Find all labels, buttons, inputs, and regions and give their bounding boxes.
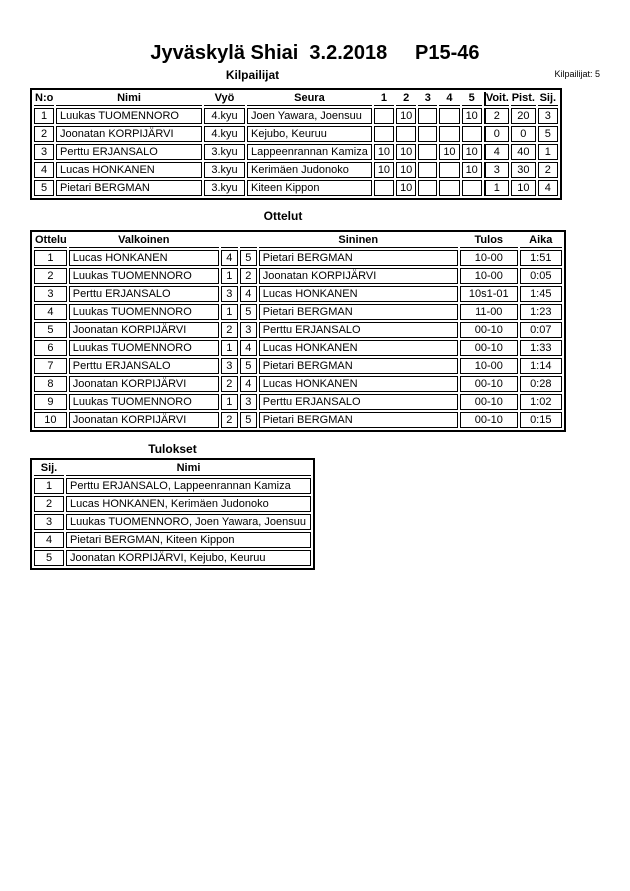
- matches-section-title: Ottelut: [263, 209, 303, 223]
- col-header-voit: Voit.: [485, 92, 509, 104]
- cell-score-4: [439, 162, 459, 178]
- cell-result: 00-10: [460, 376, 518, 392]
- cell-time: 0:05: [520, 268, 562, 284]
- cell-wins: 2: [484, 108, 509, 124]
- cell-white-name: Joonatan KORPIJÄRVI: [69, 322, 219, 338]
- cell-score-3: [418, 126, 437, 142]
- cell-match-no: 2: [34, 268, 67, 284]
- cell-score-4: [439, 180, 459, 196]
- cell-result: 10-00: [460, 268, 518, 284]
- cell-name-club: Lucas HONKANEN, Kerimäen Judonoko: [66, 496, 311, 512]
- table-row: [34, 412, 562, 428]
- results-table: [30, 458, 315, 570]
- cell-name: Lucas HONKANEN: [56, 162, 202, 178]
- cell-score-5: 10: [462, 162, 482, 178]
- table-row: [34, 322, 562, 338]
- cell-belt: 3.kyu: [204, 180, 245, 196]
- cell-white-no: 1: [221, 268, 238, 284]
- cell-points: 30: [511, 162, 536, 178]
- col-header-nimi: Nimi: [56, 92, 202, 106]
- cell-white-no: 2: [221, 412, 238, 428]
- competitors-header-row: [34, 92, 558, 106]
- table-row: [34, 550, 311, 566]
- col-header-match-1: 1: [374, 92, 394, 106]
- table-row: [34, 514, 311, 530]
- cell-name: Pietari BERGMAN: [56, 180, 202, 196]
- table-row: [34, 376, 562, 392]
- col-header-sininen: Sininen: [259, 234, 458, 248]
- col-header-valkoinen: Valkoinen: [69, 234, 219, 248]
- cell-result: 00-10: [460, 340, 518, 356]
- table-row: [34, 180, 558, 196]
- cell-match-no: 4: [34, 304, 67, 320]
- cell-blue-name: Joonatan KORPIJÄRVI: [259, 268, 458, 284]
- cell-match-no: 9: [34, 394, 67, 410]
- cell-blue-no: 3: [240, 322, 257, 338]
- cell-white-name: Luukas TUOMENNORO: [69, 394, 219, 410]
- cell-blue-name: Pietari BERGMAN: [259, 304, 458, 320]
- cell-place: 2: [538, 162, 558, 178]
- cell-score-1: [374, 180, 394, 196]
- cell-blue-name: Lucas HONKANEN: [259, 286, 458, 302]
- cell-name: Perttu ERJANSALO: [56, 144, 202, 160]
- cell-match-no: 5: [34, 322, 67, 338]
- col-header-seura: Seura: [247, 92, 372, 106]
- cell-club: Joen Yawara, Joensuu: [247, 108, 372, 124]
- cell-score-4: [439, 108, 459, 124]
- cell-points: 40: [511, 144, 536, 160]
- cell-name-club: Luukas TUOMENNORO, Joen Yawara, Joensuu: [66, 514, 311, 530]
- page-title: Jyväskylä Shiai 3.2.2018 P15-46: [150, 42, 480, 64]
- cell-white-name: Lucas HONKANEN: [69, 250, 219, 266]
- col-header-pist: Pist.: [511, 92, 535, 104]
- cell-name: Joonatan KORPIJÄRVI: [56, 126, 202, 142]
- cell-result: 00-10: [460, 322, 518, 338]
- cell-white-name: Joonatan KORPIJÄRVI: [69, 376, 219, 392]
- table-row: [34, 304, 562, 320]
- cell-blue-name: Lucas HONKANEN: [259, 340, 458, 356]
- cell-place: 4: [34, 532, 64, 548]
- col-header-match-3: 3: [418, 92, 437, 106]
- cell-result: 11-00: [460, 304, 518, 320]
- cell-score-2: 10: [396, 108, 416, 124]
- col-header-nimi: Nimi: [66, 462, 311, 476]
- col-header-aika: Aika: [520, 234, 562, 248]
- cell-no: 1: [34, 108, 54, 124]
- cell-points: 10: [511, 180, 536, 196]
- cell-result: 10-00: [460, 358, 518, 374]
- cell-match-no: 6: [34, 340, 67, 356]
- cell-blue-name: Perttu ERJANSALO: [259, 394, 458, 410]
- cell-blue-no: 4: [240, 286, 257, 302]
- table-row: [34, 126, 558, 142]
- cell-score-1: [374, 108, 394, 124]
- cell-blue-no: 3: [240, 394, 257, 410]
- competitors-section-title: Kilpailijat: [225, 68, 280, 82]
- cell-wins: 4: [484, 144, 509, 160]
- cell-belt: 4.kyu: [204, 108, 245, 124]
- cell-white-name: Luukas TUOMENNORO: [69, 304, 219, 320]
- cell-match-no: 1: [34, 250, 67, 266]
- cell-white-name: Perttu ERJANSALO: [69, 286, 219, 302]
- table-row: [34, 286, 562, 302]
- cell-place: 1: [34, 478, 64, 494]
- col-header-tulos: Tulos: [460, 234, 518, 248]
- col-header-match-2: 2: [396, 92, 416, 106]
- cell-no: 3: [34, 144, 54, 160]
- cell-belt: 3.kyu: [204, 162, 245, 178]
- cell-white-no: 1: [221, 340, 238, 356]
- cell-blue-name: Pietari BERGMAN: [259, 250, 458, 266]
- cell-blue-no: 4: [240, 376, 257, 392]
- matches-table: [30, 230, 566, 432]
- cell-blue-name: Pietari BERGMAN: [259, 412, 458, 428]
- cell-score-2: 10: [396, 144, 416, 160]
- cell-white-no: 3: [221, 286, 238, 302]
- cell-white-name: Joonatan KORPIJÄRVI: [69, 412, 219, 428]
- cell-club: Kerimäen Judonoko: [247, 162, 372, 178]
- cell-score-3: [418, 108, 437, 124]
- col-header-sij: Sij.: [539, 92, 557, 104]
- cell-white-no: 3: [221, 358, 238, 374]
- cell-score-1: 10: [374, 144, 394, 160]
- cell-time: 0:28: [520, 376, 562, 392]
- cell-name-club: Perttu ERJANSALO, Lappeenrannan Kamiza: [66, 478, 311, 494]
- cell-score-2: 10: [396, 180, 416, 196]
- col-header-spacer: [240, 234, 257, 248]
- col-header-sij: Sij.: [34, 462, 64, 476]
- cell-white-no: 1: [221, 394, 238, 410]
- cell-result: 10s1-01: [460, 286, 518, 302]
- cell-match-no: 10: [34, 412, 67, 428]
- cell-blue-name: Perttu ERJANSALO: [259, 322, 458, 338]
- table-row: [34, 268, 562, 284]
- table-row: [34, 478, 311, 494]
- cell-score-1: 10: [374, 162, 394, 178]
- table-row: [34, 250, 562, 266]
- cell-score-5: [462, 180, 482, 196]
- competitors-table: [30, 88, 562, 200]
- cell-score-2: 10: [396, 162, 416, 178]
- cell-place: 2: [34, 496, 64, 512]
- cell-white-name: Luukas TUOMENNORO: [69, 268, 219, 284]
- cell-white-name: Luukas TUOMENNORO: [69, 340, 219, 356]
- cell-score-1: [374, 126, 394, 142]
- cell-club: Kejubo, Keuruu: [247, 126, 372, 142]
- cell-blue-name: Lucas HONKANEN: [259, 376, 458, 392]
- cell-score-3: [418, 162, 437, 178]
- table-row: [34, 394, 562, 410]
- cell-result: 10-00: [460, 250, 518, 266]
- cell-white-name: Perttu ERJANSALO: [69, 358, 219, 374]
- competitors-count-label: Kilpailijat: 5: [554, 69, 600, 79]
- cell-no: 5: [34, 180, 54, 196]
- cell-place: 1: [538, 144, 558, 160]
- cell-club: Lappeenrannan Kamiza: [247, 144, 372, 160]
- cell-name-club: Pietari BERGMAN, Kiteen Kippon: [66, 532, 311, 548]
- cell-time: 1:23: [520, 304, 562, 320]
- cell-name: Luukas TUOMENNORO: [56, 108, 202, 124]
- cell-blue-name: Pietari BERGMAN: [259, 358, 458, 374]
- cell-belt: 4.kyu: [204, 126, 245, 142]
- cell-time: 1:51: [520, 250, 562, 266]
- cell-time: 1:14: [520, 358, 562, 374]
- table-row: [34, 162, 558, 178]
- cell-white-no: 1: [221, 304, 238, 320]
- cell-match-no: 3: [34, 286, 67, 302]
- cell-wins: 3: [484, 162, 509, 178]
- col-header-no: N:o: [35, 92, 54, 104]
- cell-score-5: [462, 126, 482, 142]
- table-row: [34, 108, 558, 124]
- cell-score-4: [439, 126, 459, 142]
- cell-score-2: [396, 126, 416, 142]
- cell-white-no: 4: [221, 250, 238, 266]
- cell-blue-no: 4: [240, 340, 257, 356]
- cell-wins: 1: [484, 180, 509, 196]
- cell-place: 3: [34, 514, 64, 530]
- table-row: [34, 496, 311, 512]
- cell-blue-no: 2: [240, 268, 257, 284]
- table-row: [34, 144, 558, 160]
- cell-club: Kiteen Kippon: [247, 180, 372, 196]
- cell-time: 1:45: [520, 286, 562, 302]
- cell-result: 00-10: [460, 394, 518, 410]
- results-header-row: [34, 462, 311, 476]
- cell-place: 5: [538, 126, 558, 142]
- cell-match-no: 7: [34, 358, 67, 374]
- cell-name-club: Joonatan KORPIJÄRVI, Kejubo, Keuruu: [66, 550, 311, 566]
- cell-score-4: 10: [439, 144, 459, 160]
- cell-blue-no: 5: [240, 250, 257, 266]
- matches-header-row: [34, 234, 562, 248]
- cell-belt: 3.kyu: [204, 144, 245, 160]
- cell-points: 20: [511, 108, 536, 124]
- cell-time: 0:07: [520, 322, 562, 338]
- table-row: [34, 340, 562, 356]
- col-header-vyo: Vyö: [204, 92, 245, 106]
- cell-time: 1:02: [520, 394, 562, 410]
- cell-score-3: [418, 144, 437, 160]
- cell-match-no: 8: [34, 376, 67, 392]
- cell-score-3: [418, 180, 437, 196]
- col-header-ottelu: Ottelu: [35, 234, 67, 246]
- col-header-match-5: 5: [462, 92, 482, 106]
- cell-place: 3: [538, 108, 558, 124]
- results-section-title: Tulokset: [148, 442, 197, 456]
- cell-points: 0: [511, 126, 536, 142]
- cell-blue-no: 5: [240, 304, 257, 320]
- cell-white-no: 2: [221, 322, 238, 338]
- cell-score-5: 10: [462, 144, 482, 160]
- cell-place: 5: [34, 550, 64, 566]
- cell-white-no: 2: [221, 376, 238, 392]
- col-header-spacer: [221, 234, 238, 248]
- cell-no: 2: [34, 126, 54, 142]
- col-header-match-4: 4: [439, 92, 459, 106]
- table-row: [34, 358, 562, 374]
- cell-blue-no: 5: [240, 412, 257, 428]
- table-row: [34, 532, 311, 548]
- cell-wins: 0: [484, 126, 509, 142]
- cell-score-5: 10: [462, 108, 482, 124]
- cell-no: 4: [34, 162, 54, 178]
- cell-place: 4: [538, 180, 558, 196]
- cell-result: 00-10: [460, 412, 518, 428]
- cell-time: 0:15: [520, 412, 562, 428]
- cell-blue-no: 5: [240, 358, 257, 374]
- cell-time: 1:33: [520, 340, 562, 356]
